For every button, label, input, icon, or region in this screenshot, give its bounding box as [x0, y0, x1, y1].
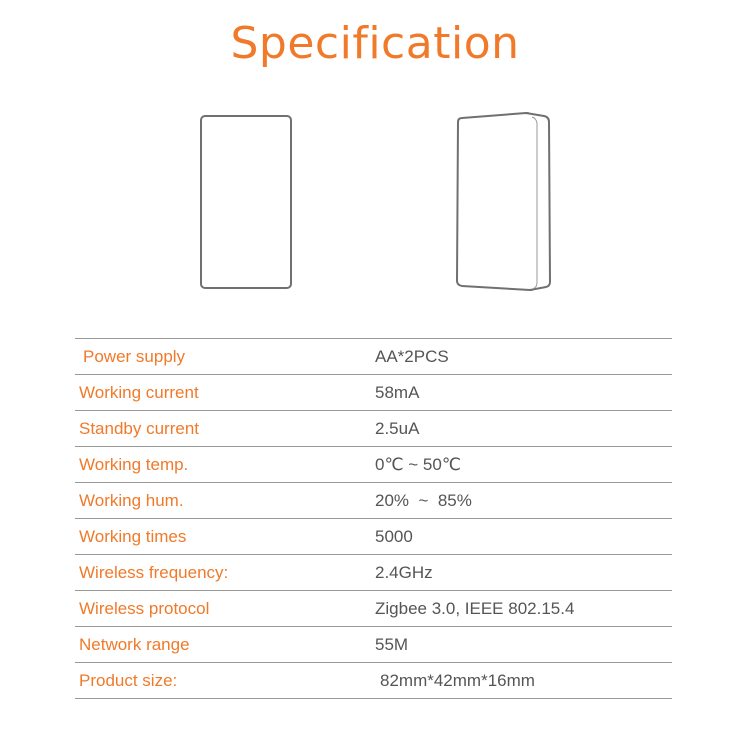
spec-row-wireless-protocol	[75, 591, 672, 627]
spec-value: Zigbee 3.0, IEEE 802.15.4	[375, 591, 672, 627]
spec-row-working-temp	[75, 447, 672, 483]
spec-row-working-current	[75, 375, 672, 411]
spec-label: Network range	[75, 627, 375, 663]
spec-label: Power supply	[75, 339, 375, 375]
device-front-illustration	[198, 112, 294, 292]
spec-label: Working hum.	[75, 483, 375, 519]
spec-label: Working current	[75, 375, 375, 411]
spec-row-wireless-frequency	[75, 555, 672, 591]
spec-row-network-range	[75, 627, 672, 663]
spec-value: AA*2PCS	[375, 339, 672, 375]
spec-value: 5000	[375, 519, 672, 555]
device-angled-illustration	[450, 110, 554, 292]
spec-value: 20% ~ 85%	[375, 483, 672, 519]
spec-label: Working temp.	[75, 447, 375, 483]
spec-label: Working times	[75, 519, 375, 555]
spec-value: 55M	[375, 627, 672, 663]
spec-row-product-size	[75, 663, 672, 699]
page-title: Specification	[230, 18, 520, 69]
spec-value: 2.5uA	[375, 411, 672, 447]
spec-table	[75, 338, 672, 699]
spec-value: 0℃ ~ 50℃	[375, 447, 672, 483]
spec-label: Wireless protocol	[75, 591, 375, 627]
spec-label: Product size:	[75, 663, 375, 699]
spec-value: 58mA	[375, 375, 672, 411]
spec-value: 2.4GHz	[375, 555, 672, 591]
spec-row-power-supply	[75, 339, 672, 375]
spec-row-working-hum	[75, 483, 672, 519]
spec-value: 82mm*42mm*16mm	[375, 663, 672, 699]
spec-label: Standby current	[75, 411, 375, 447]
spec-label: Wireless frequency:	[75, 555, 375, 591]
spec-row-working-times	[75, 519, 672, 555]
spec-row-standby-current	[75, 411, 672, 447]
